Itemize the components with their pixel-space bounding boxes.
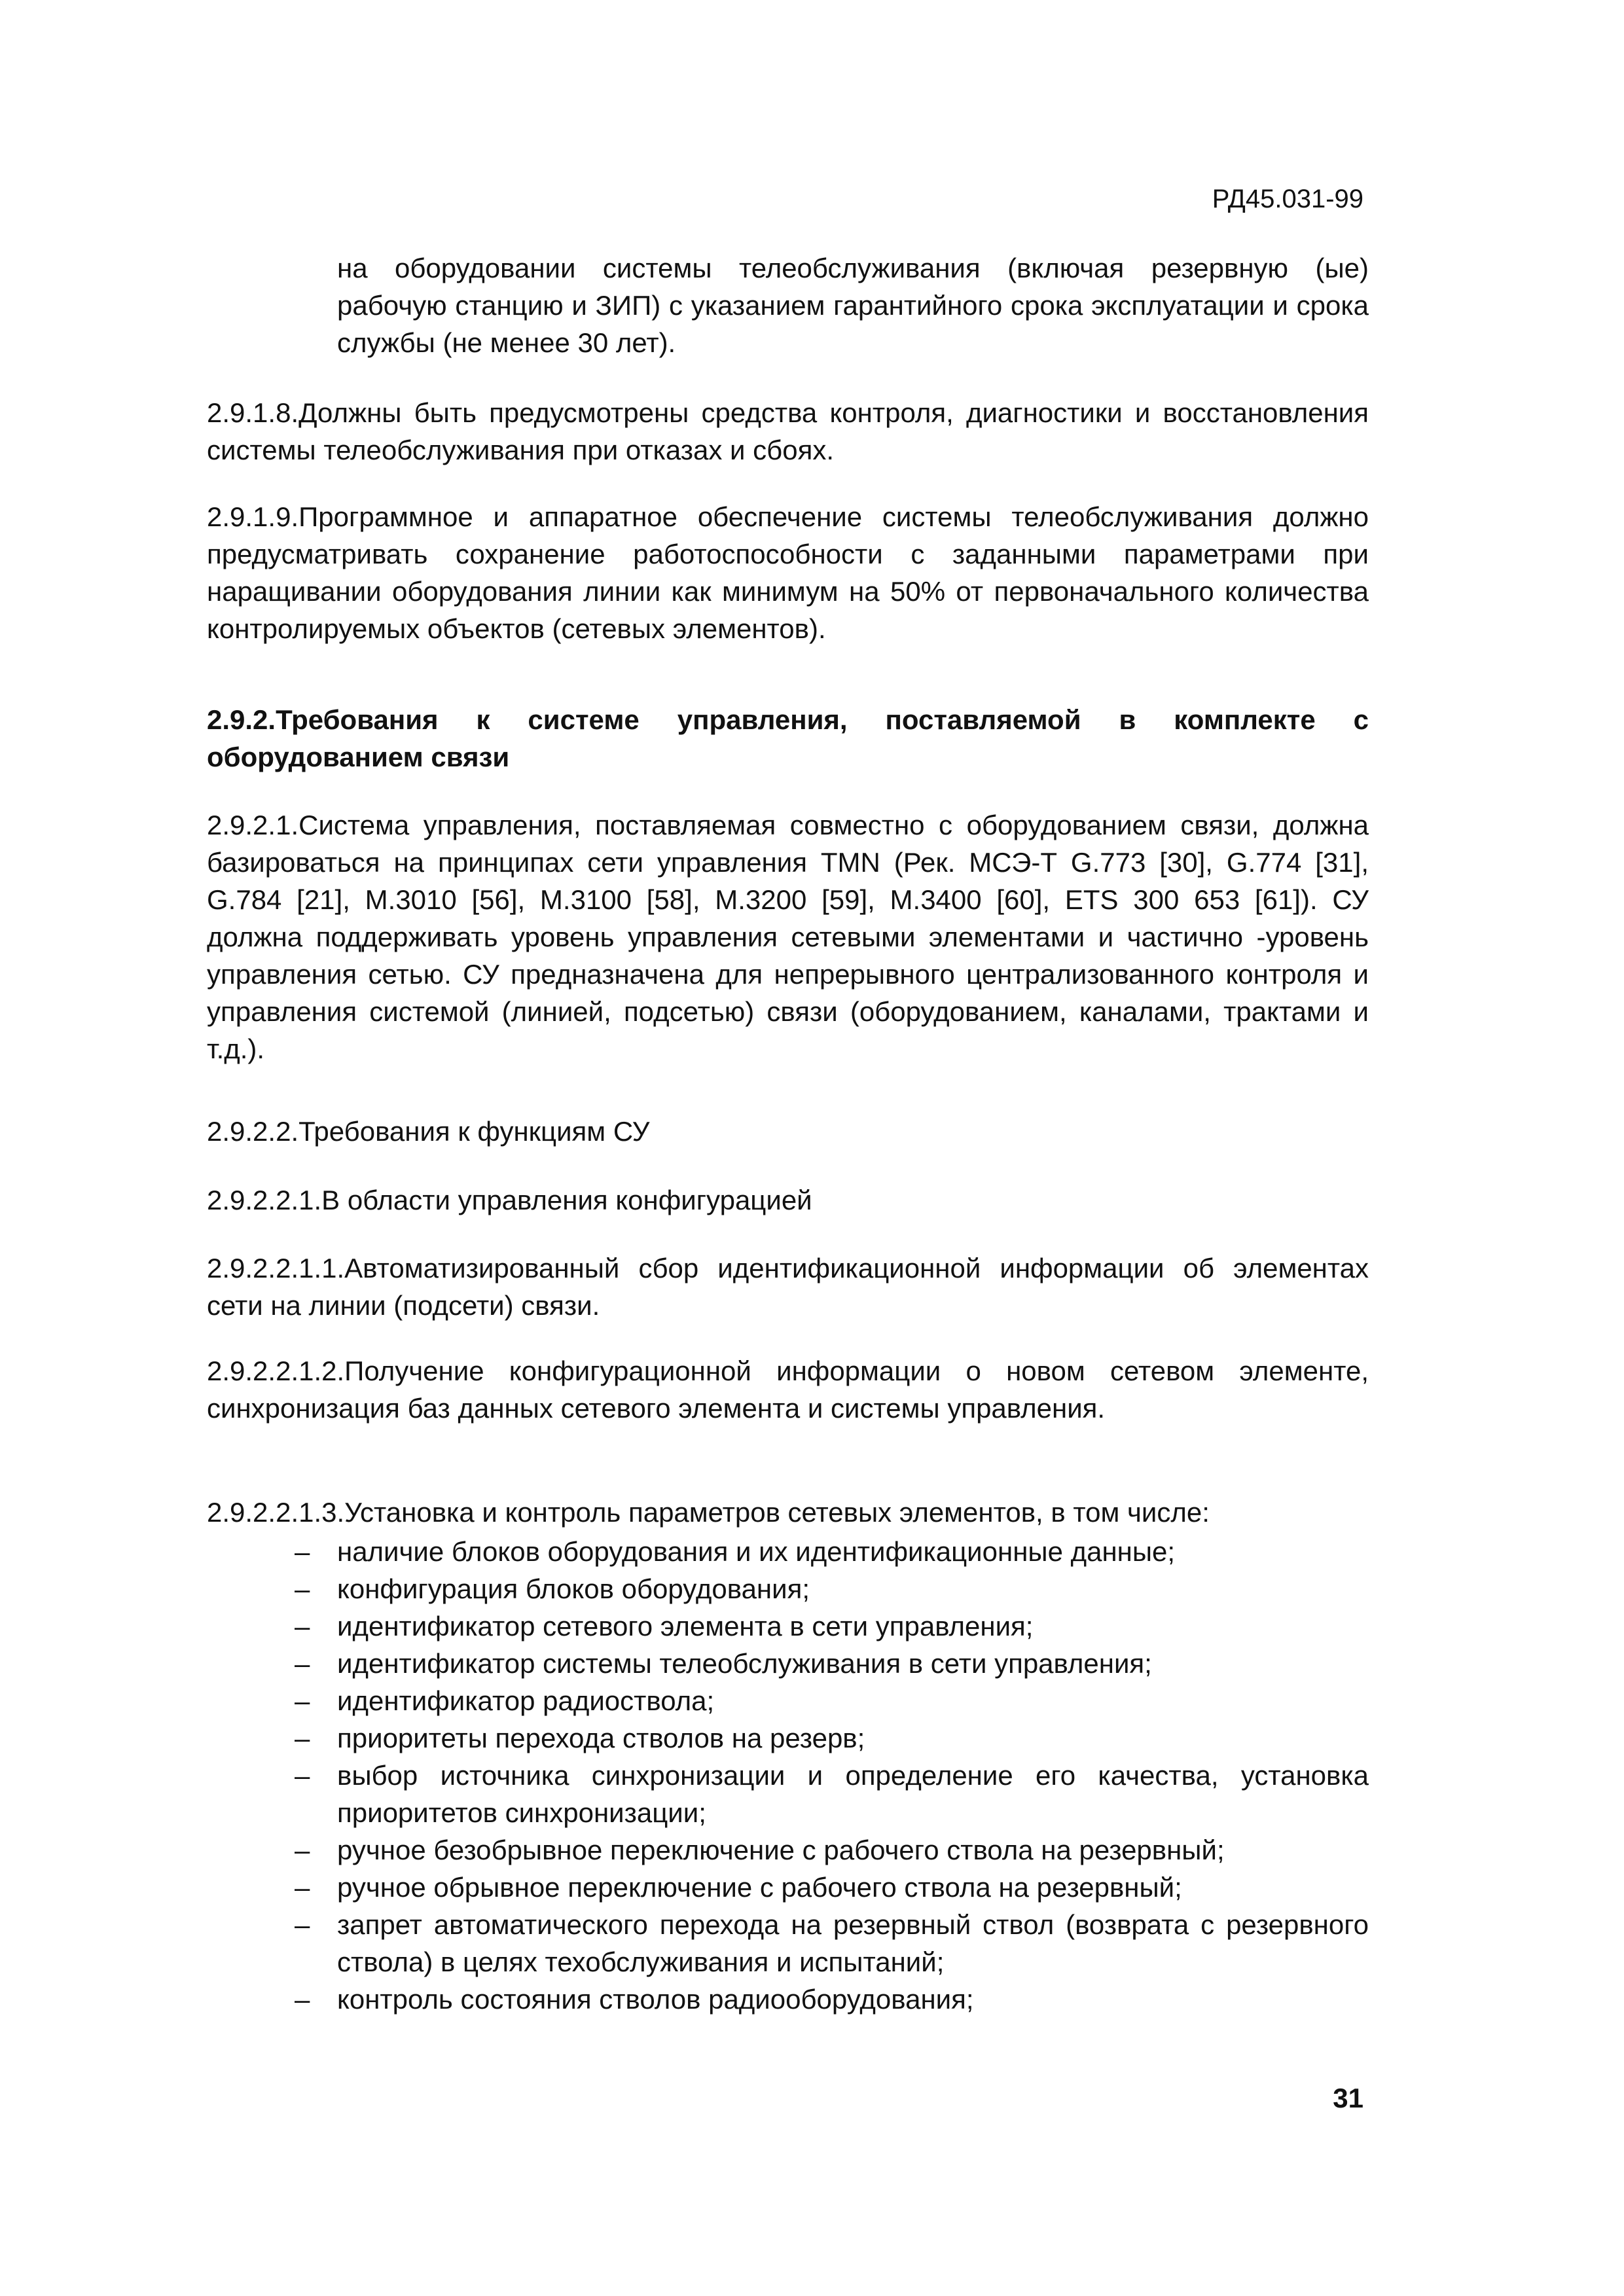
list-item: – запрет автоматического перехода на резервный ствол (возврата с резервного ствола) в целях техобслуживания и испытаний; xyxy=(295,1906,1369,1981)
paragraph-2-9-2-1: 2.9.2.1.Система управления, поставляемая совместно с оборудованием связи, должна базироваться на принципах сети управления TMN (Рек. МСЭ-Т G.773 [30], G.774 [31], G.784 [21], M.3010 [56], M.3100 [58], M.3200 [59], M.3400 [60], ETS 300 653 [61]). СУ должна поддерживать уровень управления сетевыми элементами и частично -уровень управления сетью. СУ предназначена для непрерывного централизованного контроля и управления системой (линией, подсетью) связи (оборудованием, каналами, трактами и т.д.). xyxy=(207,810,1369,1064)
paragraph-2-9-2-2: 2.9.2.2.Требования к функциям СУ xyxy=(207,1116,650,1147)
list-item: – наличие блоков оборудования и их идентификационные данные; xyxy=(295,1533,1369,1570)
paragraph-2-9-2-2-1-2: 2.9.2.2.1.2.Получение конфигурационной информации о новом сетевом элементе, синхронизация баз данных сетевого элемента и системы управления. xyxy=(207,1355,1369,1424)
parameter-list xyxy=(295,1533,1369,2018)
list-item: – идентификатор системы телеобслуживания в сети управления; xyxy=(295,1645,1369,1682)
list-item: – конфигурация блоков оборудования; xyxy=(295,1570,1369,1607)
document-code: РД45.031-99 xyxy=(1212,185,1363,213)
paragraph-2-9-1-9: 2.9.1.9.Программное и аппаратное обеспечение системы телеобслуживания должно предусматривать сохранение работоспособности с заданными параметрами при наращивании оборудования линии как минимум на 50% от первоначального количества контролируемых объектов (сетевых элементов). xyxy=(207,501,1369,644)
paragraph-2-9-2-2-1: 2.9.2.2.1.В области управления конфигурацией xyxy=(207,1185,812,1215)
paragraph-2-9-2-2-1-1: 2.9.2.2.1.1.Автоматизированный сбор идентификационной информации об элементах сети на линии (подсети) связи. xyxy=(207,1253,1369,1321)
list-item: – приоритеты перехода стволов на резерв; xyxy=(295,1719,1369,1757)
list-item: – идентификатор сетевого элемента в сети управления; xyxy=(295,1607,1369,1645)
list-item: – идентификатор радиоствола; xyxy=(295,1682,1369,1719)
page-number: 31 xyxy=(1333,2083,1363,2113)
list-item: – ручное обрывное переключение с рабочего ствола на резервный; xyxy=(295,1869,1369,1906)
paragraph-continuation: на оборудовании системы телеобслуживания (включая резервную (ые) рабочую станцию и ЗИП) с указанием гарантийного срока эксплуатации и срока службы (не менее 30 лет). xyxy=(337,253,1369,358)
list-item: – контроль состояния стволов радиооборудования; xyxy=(295,1981,1369,2018)
paragraph-2-9-1-8: 2.9.1.8.Должны быть предусмотрены средства контроля, диагностики и восстановления системы телеобслуживания при отказах и сбоях. xyxy=(207,397,1369,465)
paragraph-2-9-2-2-1-3: 2.9.2.2.1.3.Установка и контроль параметров сетевых элементов, в том числе: xyxy=(207,1497,1210,1528)
list-item: – выбор источника синхронизации и определение его качества, установка приоритетов синхронизации; xyxy=(295,1757,1369,1831)
list-item: – ручное безобрывное переключение с рабочего ствола на резервный; xyxy=(295,1831,1369,1869)
section-heading-2-9-2: 2.9.2.Требования к системе управления, поставляемой в комплекте с оборудованием связи xyxy=(207,704,1369,772)
